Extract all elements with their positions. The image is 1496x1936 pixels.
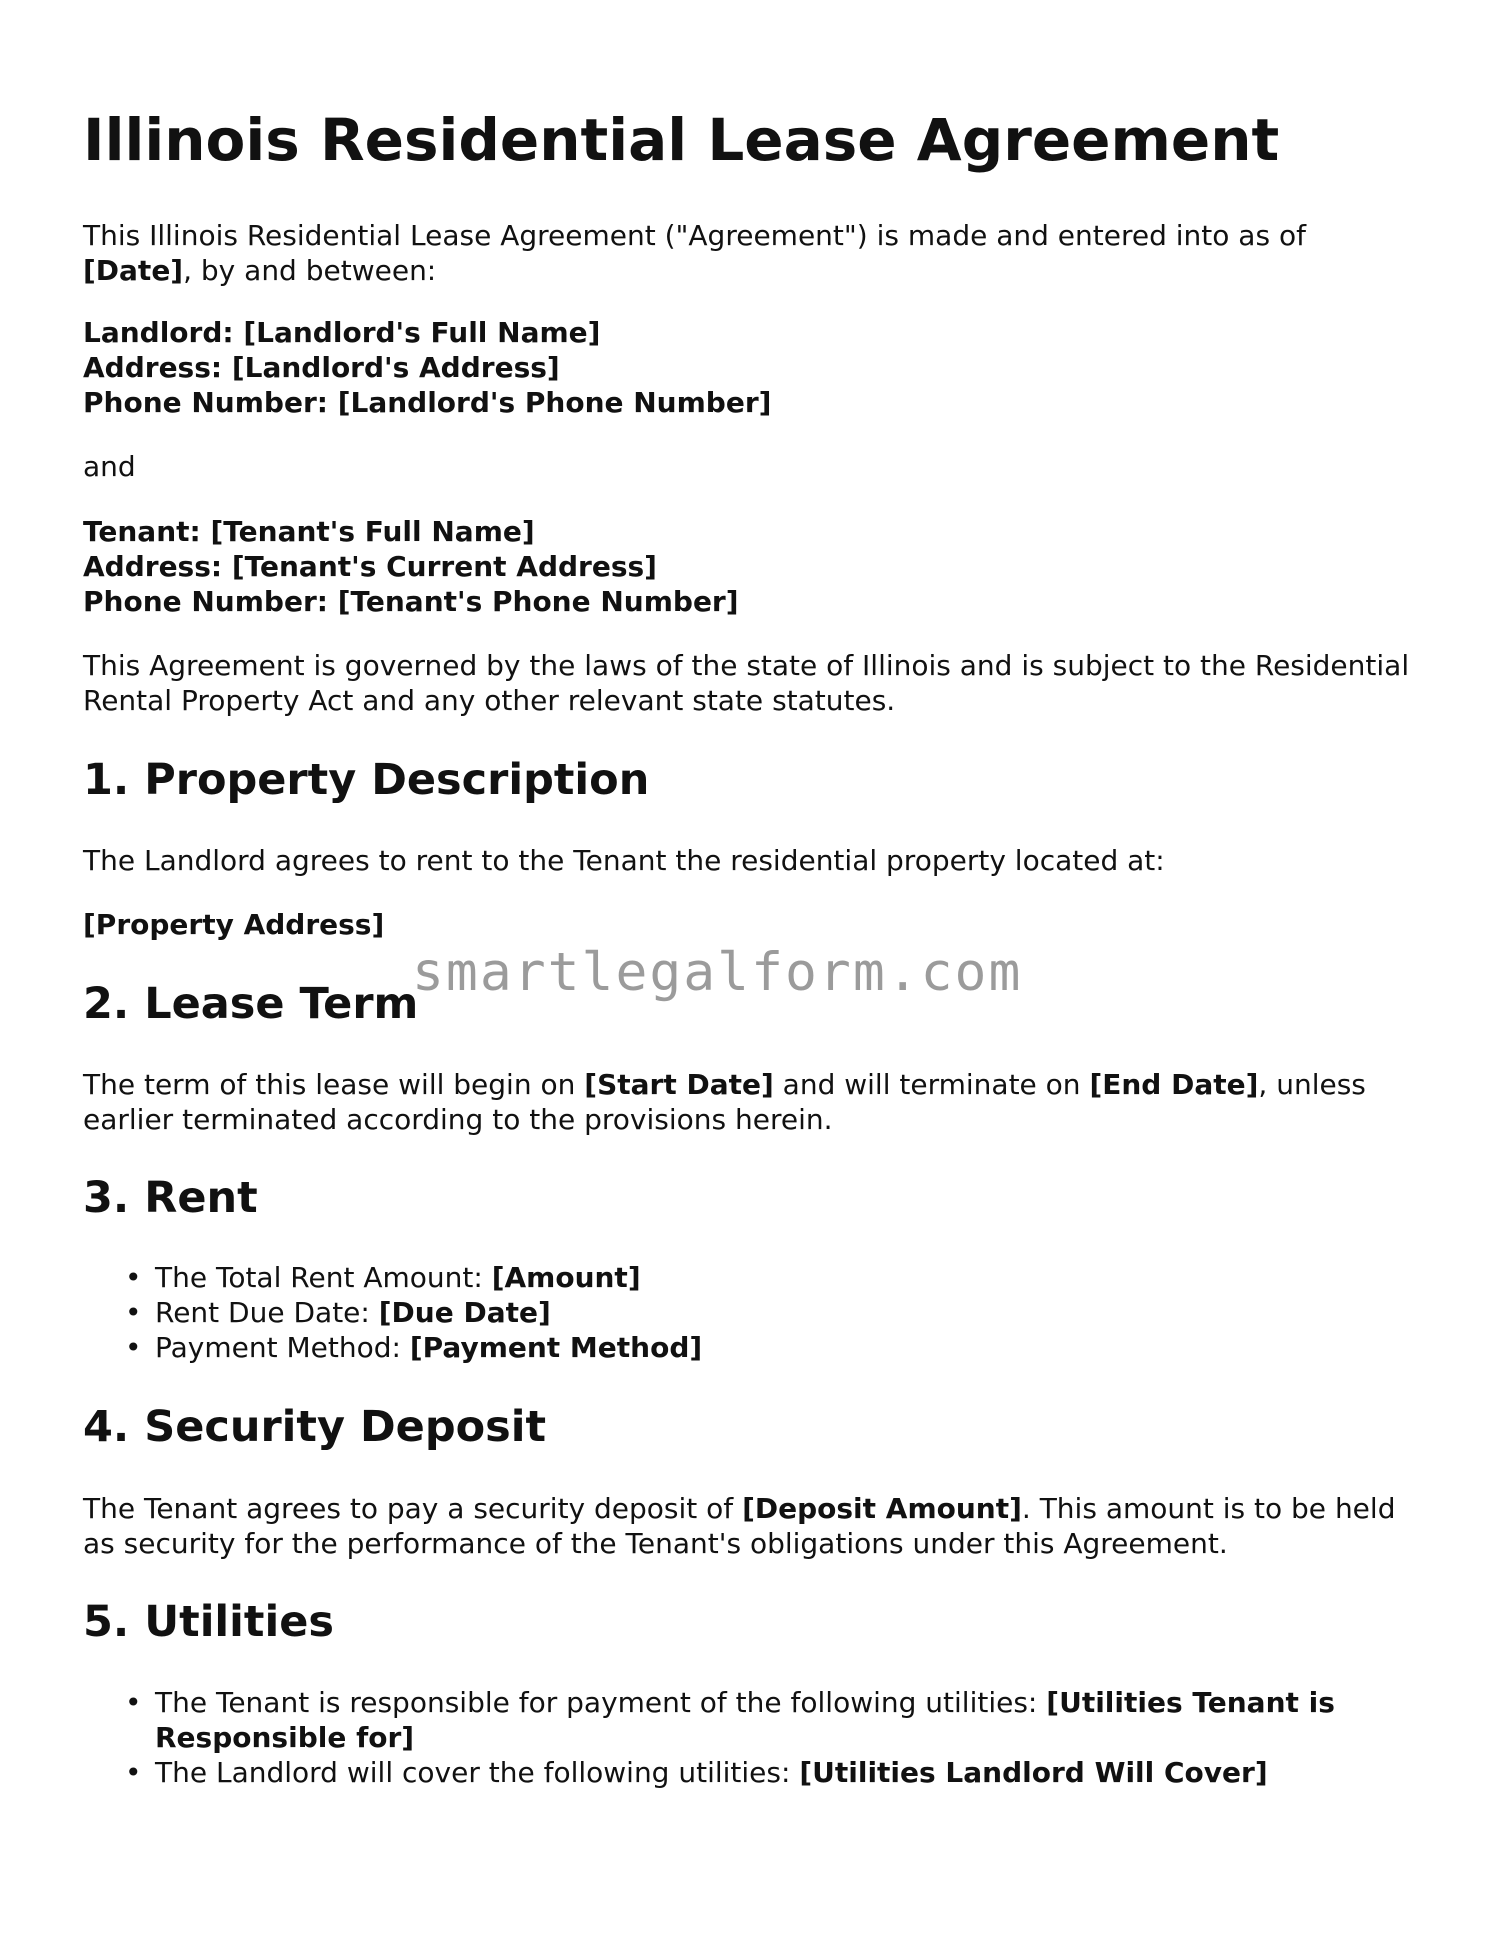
section-utilities-heading: 5. Utilities	[83, 1597, 334, 1647]
section-property-heading: 1. Property Description	[83, 755, 650, 805]
list-item	[83, 1755, 1413, 1790]
intro-paragraph	[83, 218, 1413, 288]
rent-list	[83, 1260, 1413, 1365]
utilities-item-label: The Landlord will cover the following utilities:	[155, 1756, 800, 1789]
tenant-name: Tenant: [Tenant's Full Name]	[83, 515, 535, 548]
section-term-heading: 2. Lease Term	[83, 979, 419, 1029]
deposit-text-1: The Tenant agrees to pay a security deposit of	[83, 1492, 743, 1525]
payment-method-placeholder: [Payment Method]	[409, 1331, 703, 1364]
document-title: Illinois Residential Lease Agreement	[83, 106, 1280, 174]
utilities-item-label: The Tenant is responsible for payment of the following utilities:	[155, 1686, 1047, 1719]
landlord-name: Landlord: [Landlord's Full Name]	[83, 316, 601, 349]
section-deposit-heading: 4. Security Deposit	[83, 1402, 547, 1452]
date-placeholder: [Date]	[83, 254, 184, 287]
deposit-amount-placeholder: [Deposit Amount]	[742, 1492, 1022, 1525]
intro-text: This Illinois Residential Lease Agreement ("Agreement") is made and entered into as of	[83, 219, 1306, 252]
term-text-1: The term of this lease will begin on	[83, 1068, 585, 1101]
list-item	[83, 1685, 1413, 1755]
deposit-paragraph	[83, 1491, 1413, 1561]
bullet-icon: •	[125, 1261, 142, 1294]
rent-due-date-placeholder: [Due Date]	[378, 1296, 551, 1329]
and-text: and	[83, 450, 136, 483]
tenant-block	[83, 514, 1413, 619]
landlord-block	[83, 315, 1413, 420]
tenant-utilities-placeholder: [Utilities Tenant is Responsible for]	[155, 1686, 1335, 1754]
governing-law-paragraph: This Agreement is governed by the laws of the state of Illinois and is subject to the Residential Rental Property Act and any other relevant state statutes.	[83, 649, 1410, 717]
rent-item-label: Payment Method:	[155, 1331, 410, 1364]
property-address-placeholder: [Property Address]	[83, 908, 385, 941]
rent-item-label: The Total Rent Amount:	[155, 1261, 492, 1294]
term-text-2: and will terminate on	[773, 1068, 1090, 1101]
utilities-list	[83, 1685, 1413, 1790]
deposit-text-2: . This amount is to be held as security for the performance of the Tenant's obligations under this Agreement.	[83, 1492, 1396, 1560]
section-rent-heading: 3. Rent	[83, 1173, 258, 1223]
watermark: smartlegalform.com	[412, 942, 1023, 1003]
rent-amount-placeholder: [Amount]	[491, 1261, 641, 1294]
list-item	[83, 1295, 1413, 1330]
term-paragraph	[83, 1067, 1413, 1137]
property-text: The Landlord agrees to rent to the Tenant the residential property located at:	[83, 844, 1165, 877]
rent-item-label: Rent Due Date:	[155, 1296, 379, 1329]
tenant-phone: Phone Number: [Tenant's Phone Number]	[83, 585, 739, 618]
bullet-icon: •	[125, 1331, 142, 1364]
start-date-placeholder: [Start Date]	[584, 1068, 774, 1101]
landlord-phone: Phone Number: [Landlord's Phone Number]	[83, 386, 772, 419]
list-item	[83, 1260, 1413, 1295]
bullet-icon: •	[125, 1686, 142, 1719]
end-date-placeholder: [End Date]	[1089, 1068, 1259, 1101]
bullet-icon: •	[125, 1296, 142, 1329]
landlord-utilities-placeholder: [Utilities Landlord Will Cover]	[799, 1756, 1268, 1789]
landlord-address: Address: [Landlord's Address]	[83, 351, 560, 384]
list-item	[83, 1330, 1413, 1365]
tenant-address: Address: [Tenant's Current Address]	[83, 550, 657, 583]
term-text-3: , unless earlier terminated according to the provisions herein.	[83, 1068, 1366, 1136]
intro-text-after: , by and between:	[183, 254, 437, 287]
bullet-icon: •	[125, 1756, 142, 1789]
